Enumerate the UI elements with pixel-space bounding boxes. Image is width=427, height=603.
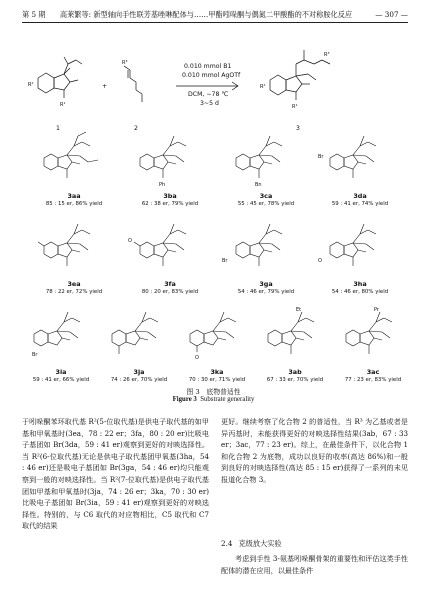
scheme-r3-mid: R³	[122, 60, 128, 66]
product-id: 3ea	[67, 280, 81, 288]
scheme-label-3: 3	[296, 125, 300, 130]
figure-caption-cn: 图 3 底物普适性	[186, 388, 241, 396]
product-id: 3ha	[353, 280, 367, 288]
product-result: 54 : 46 er, 80% yield	[331, 289, 389, 295]
product-substituent: Br	[222, 258, 228, 264]
substrate-scope-grid	[22, 128, 408, 390]
product-result: 55 : 45 er, 78% yield	[237, 201, 295, 207]
product-result: 59 : 41 er, 66% yield	[32, 377, 90, 383]
product-id: 3ac	[366, 368, 380, 376]
figure-label: Figure 3	[172, 396, 197, 403]
product-substituent: O	[318, 258, 322, 264]
body-paragraph-left: 于吲哚酮苯环取代基 R²(5-位取代基)是供电子取代基的如甲基和甲氧基时(3ea，78 : 22 er；3fa，80 : 20 er)比吸电子基团如 Br(3da，59 : 41 er)观察到更好的对映选择性。当 R²(6-位取代基)无论是供电子取代基团甲氧基(3ha，54 : 46 er)还是吸电子基团如 Br(3ga，54 : 46 er)均只能观察到一般的对映选择性。当 R²(7-位取代基)是供电子取代基团如甲基和甲氧基时(3ja，74 : 26 er；3ka，70 : 30 er)比吸电子基团如 Br(3ia，59 : 41 er)观察到更好的对映选择性。特别的，与 C6 取代的对应物相比，C5 取代和 C7 取代的结果	[22, 417, 209, 531]
reaction-scheme	[24, 30, 404, 130]
scheme-plus: +	[102, 83, 108, 90]
product-id: 3ab	[288, 368, 302, 376]
structure-3ea	[26, 216, 122, 280]
structure-3aa	[26, 128, 122, 192]
product-id: 3ga	[259, 280, 273, 288]
structure-3ga	[218, 216, 314, 280]
product-result: 67 : 33 er, 70% yield	[266, 377, 324, 383]
scheme-label-1: 1	[56, 125, 60, 130]
product-3ja	[100, 304, 178, 390]
product-3ga	[218, 216, 314, 302]
structure-3ia	[22, 304, 100, 368]
structure-3ba	[122, 128, 218, 192]
product-id: 3ia	[55, 368, 67, 376]
product-id: 3aa	[67, 192, 81, 200]
product-3ab	[256, 304, 334, 390]
condition-catalyst: 0.010 mmol B1	[184, 63, 232, 70]
product-3ba	[122, 128, 218, 214]
structure-3ab	[256, 304, 334, 368]
product-result: 62 : 38 er, 79% yield	[141, 201, 199, 207]
product-id: 3ka	[210, 368, 224, 376]
scheme-r2-left: R²	[28, 82, 34, 88]
product-id: 3da	[353, 192, 367, 200]
product-3aa	[26, 128, 122, 214]
product-substituent: Br	[32, 352, 38, 358]
reaction-scheme-drawing	[24, 30, 404, 130]
product-3ca	[218, 128, 314, 214]
page-number: — 307 —	[375, 10, 408, 19]
structure-3ac	[334, 304, 412, 368]
structure-3ja	[100, 304, 178, 368]
product-3fa	[122, 216, 218, 302]
header-rule	[22, 22, 408, 23]
figure-title: Substrate generality	[200, 396, 255, 403]
product-3ka	[178, 304, 256, 390]
product-id: 3fa	[164, 280, 176, 288]
product-3ia	[22, 304, 100, 390]
scheme-r2-right: R²	[260, 84, 266, 90]
section-heading	[221, 539, 282, 549]
product-result: 70 : 30 er, 71% yield	[188, 377, 246, 383]
product-substituent: O	[195, 355, 199, 361]
section-number: 2.4	[221, 539, 233, 548]
figure-caption-en	[0, 396, 427, 403]
product-result: 78 : 22 er, 72% yield	[45, 289, 103, 295]
structure-3fa	[122, 216, 218, 280]
product-substituent: O	[128, 238, 132, 244]
product-result: 85 : 15 er, 86% yield	[45, 201, 103, 207]
product-result: 59 : 41 er, 74% yield	[331, 201, 389, 207]
structure-3da	[312, 128, 408, 192]
condition-time: 3~5 d	[200, 100, 219, 107]
condition-silver-salt: 0.010 mmol AgOTf	[182, 72, 241, 79]
product-substituent: Pr	[374, 307, 379, 313]
product-3da	[312, 128, 408, 214]
product-substituent: Ph	[159, 182, 166, 188]
section-title: 克级放大实验	[238, 539, 282, 548]
scheme-r3-right: R³	[324, 52, 330, 58]
product-result: 54 : 46 er, 79% yield	[237, 289, 295, 295]
section-paragraph: 考虑到手性 3-氨基吲哚酮骨架的重要性和评估这类手性配体的潜在应用，以最佳条件	[221, 554, 408, 575]
product-3ea	[26, 216, 122, 302]
scheme-label-2: 2	[134, 125, 138, 130]
product-substituent: Br	[318, 154, 324, 160]
product-result: 74 : 26 er, 70% yield	[110, 377, 168, 383]
product-id: 3ca	[259, 192, 273, 200]
structure-3ka	[178, 304, 256, 368]
product-id: 3ja	[133, 368, 145, 376]
product-result: 80 : 20 er, 83% yield	[141, 289, 199, 295]
scheme-r1-right: R¹	[292, 104, 298, 110]
condition-solvent-temp: DCM, −78 ℃	[188, 91, 229, 98]
body-paragraph-right: 更好。继续考察了化合物 2 的普适性，当 R³ 为乙基或者是异丙基时，未能获得更好的对映选择性结果(3ab，67 : 33 er；3ac，77 : 23 er)。综上，在最佳条件下，以化合物 1 和化合物 2 为底物，成功以良好的收率(高达 86%)和一般到良好的对映选择性(高达 85 : 15 er)获得了一系列的未见报道化合物 3。	[221, 417, 408, 484]
product-result: 77 : 23 er, 83% yield	[344, 377, 402, 383]
header-journal-title: 第 5 期 高莱繁等: 新型轴向手性联芳基唑啉配体与……甲酯吲哚酮与偶氮二甲酸酯的不对称胺化反应	[22, 10, 353, 19]
product-id: 3ba	[163, 192, 177, 200]
section-body	[221, 553, 408, 576]
structure-3ca	[218, 128, 314, 192]
product-3ha	[312, 216, 408, 302]
scheme-r1-left: R¹	[60, 102, 66, 108]
body-column-right	[221, 416, 408, 486]
product-3ac	[334, 304, 412, 390]
product-substituent: Bn	[255, 182, 262, 188]
product-substituent: Et	[296, 307, 302, 313]
body-column-left	[22, 416, 209, 532]
structure-3ha	[312, 216, 408, 280]
